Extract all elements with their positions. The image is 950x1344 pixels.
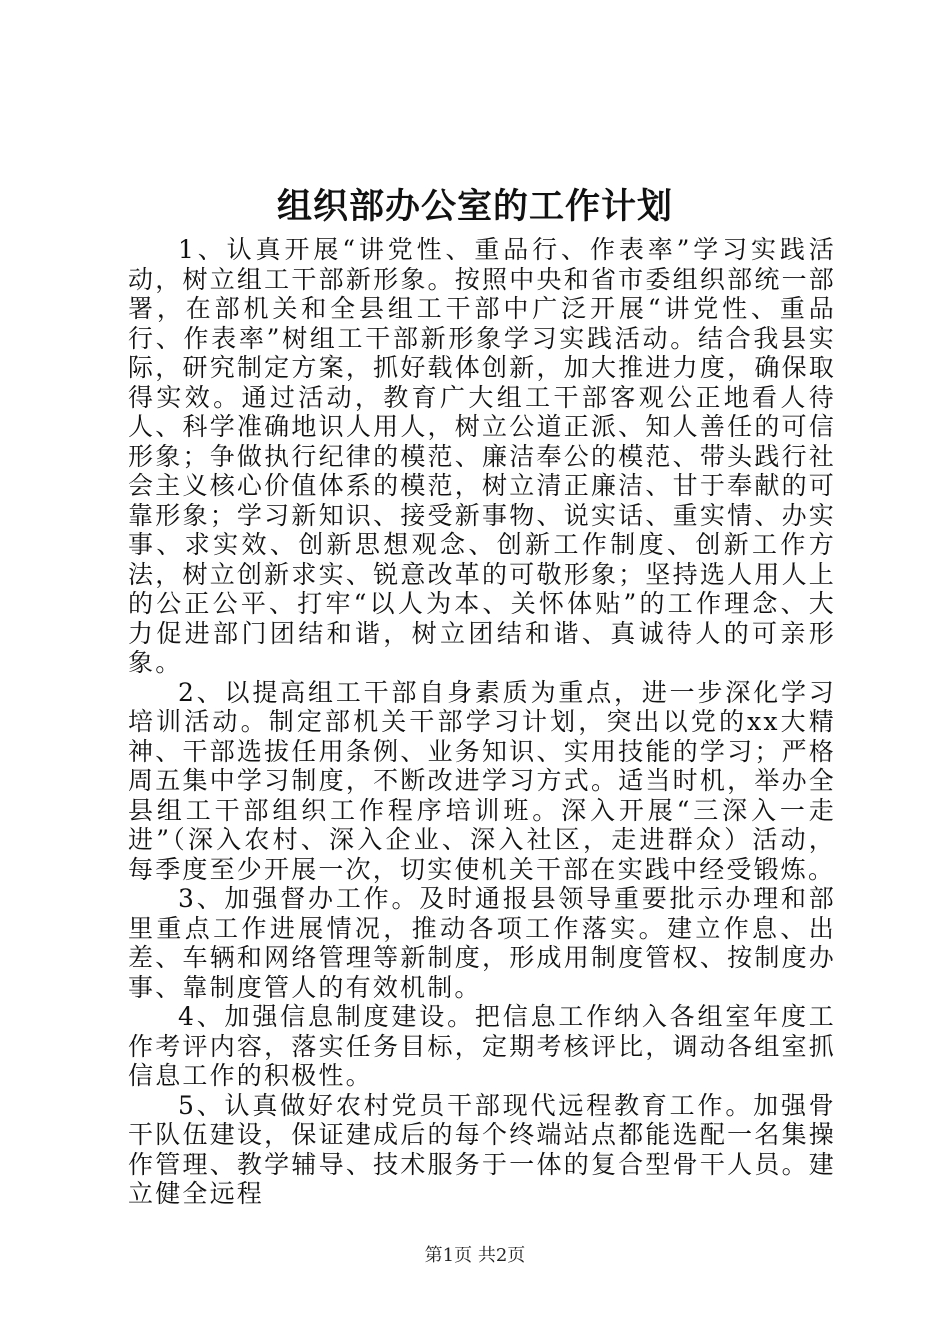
page-footer: 第1页 共2页 [424,1245,526,1266]
paragraph-4: 4、加强信息制度建设。把信息工作纳入各组室年度工作考评内容，落实任务目标，定期考核评比，调动各组室抓信息工作的积极性。 [128,1002,836,1090]
paragraph-2: 2、以提高组工干部自身素质为重点，进一步深化学习培训活动。制定部机关干部学习计划，突出以党的xx大精神、干部选拔任用条例、业务知识、实用技能的学习；严格周五集中学习制度，不断改进学习方式。适当时机，举办全县组工干部组织工作程序培训班。深入开展“三深入一走进”（深入农村、深入企业、深入社区，走进群众）活动，每季度至少开展一次，切实使机关干部在实践中经受锻炼。 [128,677,836,884]
paragraph-5: 5、认真做好农村党员干部现代远程教育工作。加强骨干队伍建设，保证建成后的每个终端站点都能选配一名集操作管理、教学辅导、技术服务于一体的复合型骨干人员。建立健全远程 [128,1090,836,1208]
document-body [128,235,836,1209]
paragraph-1: 1、认真开展“讲党性、重品行、作表率”学习实践活动，树立组工干部新形象。按照中央和省市委组织部统一部署，在部机关和全县组工干部中广泛开展“讲党性、重品行、作表率”树组工干部新形象学习实践活动。结合我县实际，研究制定方案，抓好载体创新，加大推进力度，确保取得实效。通过活动，教育广大组工干部客观公正地看人待人、科学准确地识人用人，树立公道正派、知人善任的可信形象；争做执行纪律的模范、廉洁奉公的模范、带头践行社会主义核心价值体系的模范，树立清正廉洁、甘于奉献的可靠形象；学习新知识、接受新事物、说实话、重实情、办实事、求实效、创新思想观念、创新工作制度、创新工作方法，树立创新求实、锐意改革的可敬形象；坚持选人用人上的公正公平、打牢“以人为本、关怀体贴”的工作理念、大力促进部门团结和谐，树立团结和谐、真诚待人的可亲形象。 [128,235,836,677]
document-title: 组织部办公室的工作计划 [276,186,673,227]
paragraph-3: 3、加强督办工作。及时通报县领导重要批示办理和部里重点工作进展情况，推动各项工作落实。建立作息、出差、车辆和网络管理等新制度，形成用制度管权、按制度办事、靠制度管人的有效机制。 [128,884,836,1002]
